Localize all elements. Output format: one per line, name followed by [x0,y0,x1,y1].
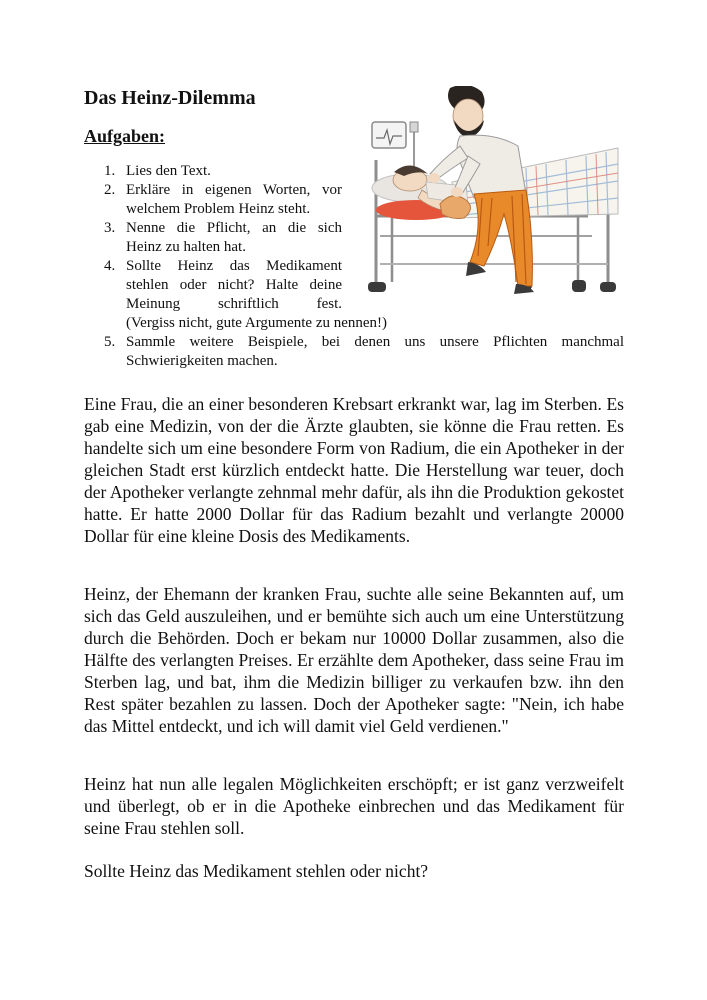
task-text: Sammle weitere Beispiele, bei denen uns unsere Pflichten manchmal Schwierigkeiten machen. [126,334,624,369]
task-note: (Vergiss nicht, gute Argumente zu nennen!) [126,315,388,331]
task-number: 5. [104,334,116,350]
task-number: 2. [104,182,116,198]
document-title: Das Heinz-Dilemma [84,87,256,109]
story-paragraph: Eine Frau, die an einer besonderen Krebsart erkrankt war, lag im Sterben. Es gab eine Medizin, von der die Ärzte glaubten, sie könne die Frau retten. Es handelte sich um eine besondere Form von Radium, die ein Apotheker in der gleichen Stadt erst kürzlich entdeckt hatte. Die Herstellung war teuer, doch der Apotheker verlangte zehnmal mehr dafür, als ihn die Produktion gekostet hatte. Er hatte 2000 Dollar für das Radium bezahlt und verlangte 20000 Dollar für eine kleine Dosis des Medikaments. [84,394,624,546]
task-text: Lies den Text. [126,163,211,179]
story-paragraph: Heinz, der Ehemann der kranken Frau, suchte alle seine Bekannten auf, um sich das Geld auszuleihen, und er bemühte sich auch um eine Unterstützung durch die Behörden. Doch er bekam nur 10000 Dollar zusammen, also die Hälfte des verlangten Preises. Er erzählte dem Apotheker, dass seine Frau im Sterben lag, und bat, ihm die Medizin billiger zu verkaufen bzw. ihn den Rest später bezahlen zu lassen. Doch der Apotheker sagte: "Nein, ich habe das Mittel entdeckt, und ich will damit viel Geld verdienen." [84,584,624,736]
task-text: Erkläre in eigenen Worten, vor welchem Problem Heinz steht. [126,182,342,217]
task-number: 3. [104,220,116,236]
tasks-heading: Aufgaben: [84,126,166,146]
closing-question: Sollte Heinz das Medikament stehlen oder nicht? [84,861,429,881]
task-item [84,333,624,371]
task-text: Sollte Heinz das Medikament stehlen oder nicht? Halte deine Meinung schriftlich fest. [126,258,342,312]
hospital-bed-illustration [356,86,624,314]
task-text: Nenne die Pflicht, an die sich Heinz zu halten hat. [126,220,342,255]
story-paragraph: Heinz hat nun alle legalen Möglichkeiten erschöpft; er ist ganz verzweifelt und überlegt, ob er in die Apotheke einbrechen und das Medikament für seine Frau stehlen soll. [84,774,624,838]
task-number: 1. [104,163,116,179]
task-number: 4. [104,258,116,274]
